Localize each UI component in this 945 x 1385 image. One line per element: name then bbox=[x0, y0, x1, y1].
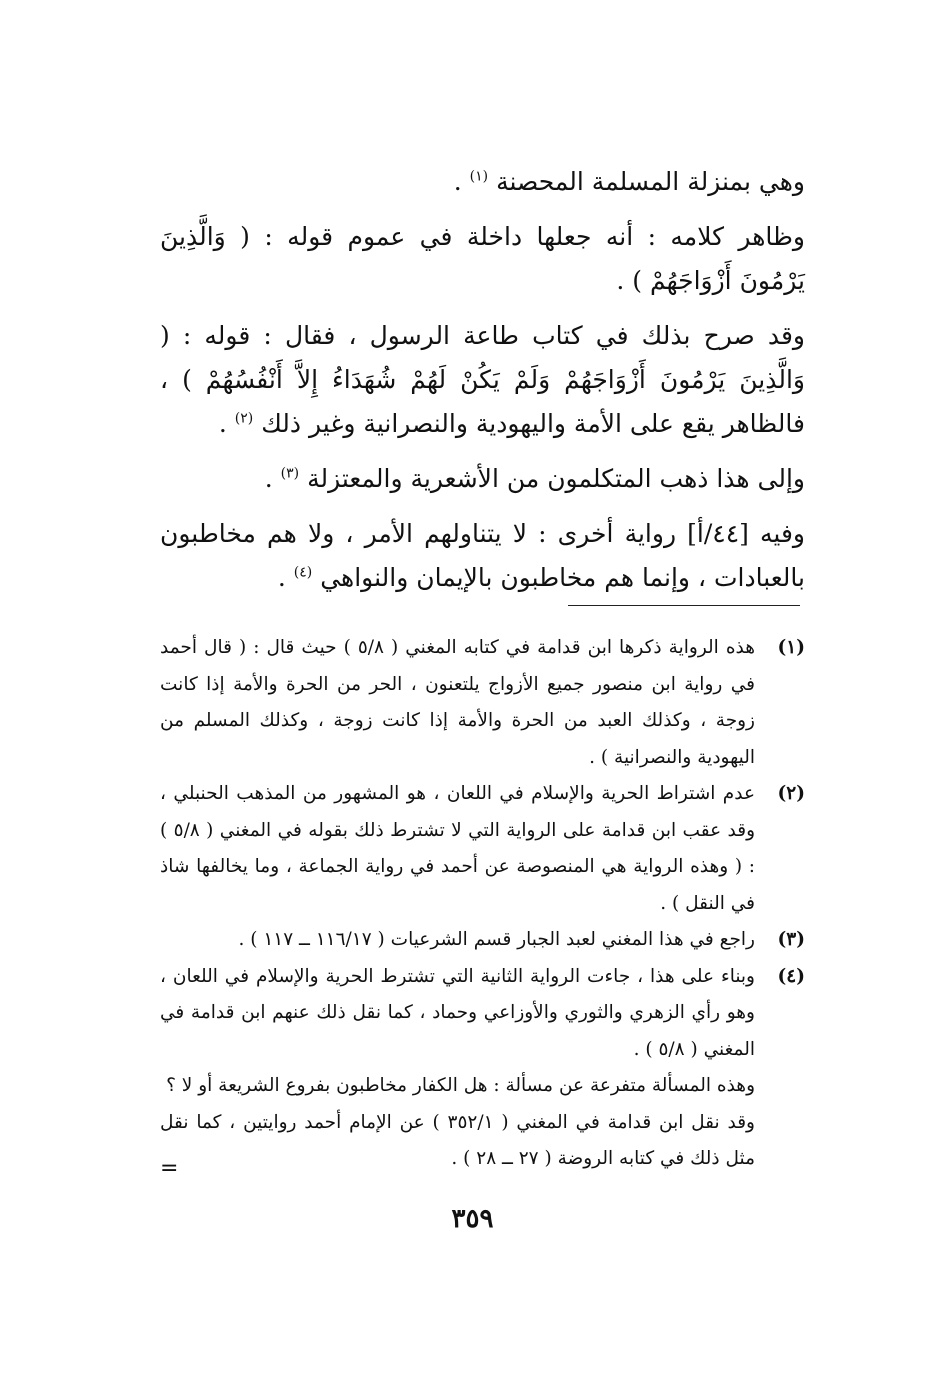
footnote-text: هذه الرواية ذكرها ابن قدامة في كتابه المغني ( ٥/٨ ) حيث قال : ( قال أحمد في رواية ابن منصور جميع الأزواج يلتعنون ، الحر من الحرة والأمة إذا كانت زوجة ، وكذلك العبد من الحرة والأمة إذا كانت زوجة ، وكذلك المسلم من اليهودية والنصرانية ) . bbox=[160, 637, 755, 768]
footnote-2 bbox=[160, 776, 805, 922]
main-paragraph-2: وظاهر كلامه : أنه جعلها داخلة في عموم قوله : ( وَالَّذِينَ يَرْمُونَ أَزْوَاجَهُمْ ) . bbox=[160, 222, 805, 295]
footnote-ref-3: (٣) bbox=[280, 465, 300, 482]
footnote-ref-1: (١) bbox=[469, 168, 489, 185]
footnote-number: (٤) bbox=[777, 965, 805, 987]
footnote-divider bbox=[568, 605, 800, 606]
main-text bbox=[160, 160, 805, 611]
footnote-4 bbox=[160, 959, 805, 1069]
footnote-number: (٣) bbox=[777, 929, 805, 950]
footnote-3 bbox=[160, 922, 805, 959]
main-paragraph-1: وهي بمنزلة المسلمة المحصنة $^{(١)}$ . bbox=[453, 167, 805, 196]
footnote-text: عدم اشتراط الحرية والإسلام في اللعان ، هو المشهور من المذهب الحنبلي ، وقد عقب ابن قدامة على الرواية التي لا تشترط ذلك بقوله في المغني ( ٥/٨ ) : ( وهذه الرواية هي المنصوصة عن أحمد في رواية الجماعة ، وما يخالفها شاذ في النقل ) . bbox=[160, 783, 756, 914]
footnote-4-continuation-2: وقد نقل ابن قدامة في المغني ( ٣٥٢/١ ) عن الإمام أحمد روايتين ، كما نقل مثل ذلك في كتابه الروضة ( ٢٧ ــ ٢٨ ) . bbox=[160, 1111, 755, 1169]
footnote-number: (١) bbox=[777, 637, 805, 658]
continuation-mark: = bbox=[160, 1156, 179, 1181]
footnotes bbox=[160, 630, 805, 1178]
footnote-4-continuation-1: وهذه المسألة متفرعة عن مسألة : هل الكفار مخاطبون بفروع الشريعة أو لا ؟ bbox=[166, 1075, 755, 1096]
footnote-1 bbox=[160, 630, 805, 776]
footnote-text: وبناء على هذا ، جاءت الرواية الثانية التي تشترط الحرية والإسلام في اللعان ، وهو رأي الزهري والثوري والأوزاعي وحماد ، كما نقل ذلك عنهم ابن قدامة في المغني ( ٥/٨ ) . bbox=[160, 965, 755, 1060]
main-paragraph-3: وقد صرح بذلك في كتاب طاعة الرسول ، فقال : قوله : ( وَالَّذِينَ يَرْمُونَ أَزْوَاجَهُمْ وَلَمْ يَكُنْ لَهُمْ شُهَدَاءُ إِلاَّ أَنْفُسُهُمْ ) ، فالظاهر يقع على الأمة واليهودية والنصرانية وغير ذلك $^{(٢)}$ . bbox=[160, 321, 805, 438]
main-paragraph-4: وإلى هذا ذهب المتكلمون من الأشعرية والمعتزلة $^{(٣)}$ . bbox=[264, 464, 805, 493]
footnote-ref-4: (٤) bbox=[293, 564, 313, 581]
page-number: ٣٥٩ bbox=[451, 1204, 494, 1234]
footnote-text: راجع في هذا المغني لعبد الجبار قسم الشرعيات ( ١١٦/١٧ ــ ١١٧ ) . bbox=[238, 929, 755, 950]
footnote-ref-2: (٢) bbox=[234, 410, 254, 427]
footnote-number: (٢) bbox=[777, 783, 805, 804]
main-paragraph-5: وفيه [٤٤/أ] رواية أخرى : لا يتناولهم الأمر ، ولا هم مخاطبون بالعبادات ، وإنما هم مخاطبون بالإيمان والنواهي $^{(٤)}$ . bbox=[160, 519, 805, 592]
